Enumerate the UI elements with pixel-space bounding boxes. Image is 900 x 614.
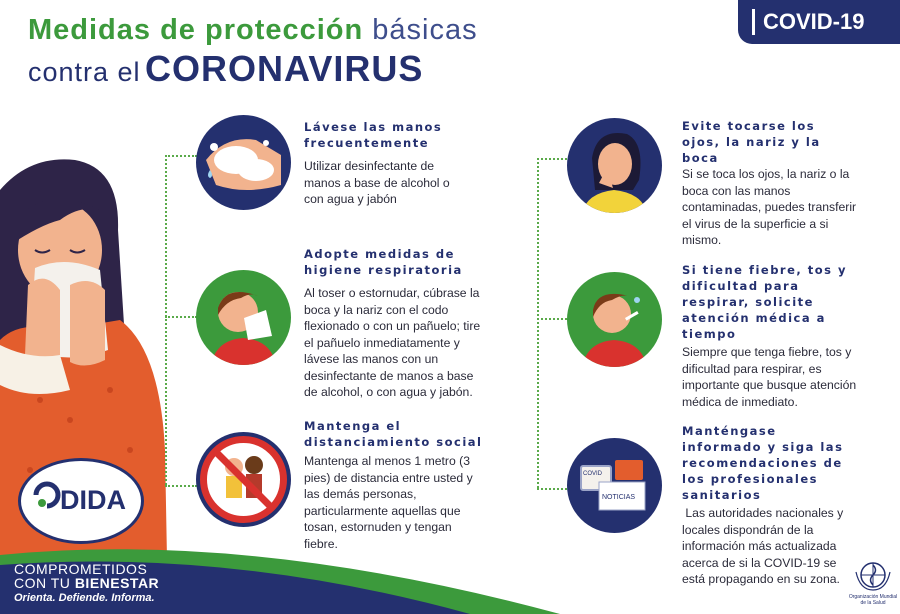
tip-title	[682, 262, 872, 342]
newspaper-label: NOTICIAS	[602, 494, 636, 501]
who-label: Organización Mundial de la Salud	[848, 594, 898, 606]
tip-title-line: informado y siga las	[682, 440, 844, 454]
tip-body: Las autoridades nacionales y locales dispondrán de la información más actualizada acerca de si la COVID-19 se está propagando en su zona.	[682, 506, 847, 586]
tip-title-line: Evite tocarse los	[682, 119, 816, 133]
tip-title-line: Lávese las manos	[304, 120, 443, 134]
tv-label: COVID	[583, 471, 603, 477]
badge-bar	[752, 9, 755, 35]
tip-title	[682, 118, 862, 166]
page-subtitle	[28, 48, 423, 90]
tip-title	[682, 423, 872, 503]
badge-label: COVID-19	[763, 9, 865, 34]
tip-title	[304, 418, 504, 450]
tip-title-line: atención médica a	[682, 311, 826, 325]
tip-body: Si se toca los ojos, la nariz o la boca con las manos contaminadas, puedes transferir el virus de la superficie a si mismo.	[682, 167, 857, 247]
tip-handwashing	[304, 119, 484, 208]
tip-social-distancing	[304, 418, 504, 552]
tip-body: Mantenga al menos 1 metro (3 pies) de distancia entre usted y las demás personas, particularmente aquellas que tosan, estornuden y tengan fiebre.	[304, 454, 473, 551]
left-connector-line	[165, 155, 167, 485]
tip-title-line: dificultad para	[682, 279, 800, 293]
slogan-line-2-a: CON TU	[14, 575, 75, 591]
tip-body: Utilizar desinfectante de manos a base de alcohol o con agua y jabón	[304, 159, 450, 206]
tip-title-line: los profesionales	[682, 472, 819, 486]
page-title	[28, 14, 478, 47]
slogan-line-2-b: BIENESTAR	[74, 575, 160, 591]
slogan-line-2	[14, 575, 159, 591]
tip-avoid-touching-face	[682, 118, 862, 249]
title-light: básicas	[372, 14, 478, 46]
tip-title-line: Manténgase	[682, 424, 777, 438]
dida-logo-text: DIDA	[60, 485, 126, 515]
touching-face-illustration	[567, 118, 662, 213]
title-strong: Medidas de protección	[28, 14, 364, 46]
slogan-line-3: Orienta. Defiende. Informa.	[14, 592, 155, 604]
tip-title-line: Mantenga el	[304, 419, 402, 433]
handwashing-illustration	[196, 115, 291, 210]
tip-title-line: tiempo	[682, 327, 737, 341]
news-illustration	[567, 438, 662, 533]
social-distancing-illustration	[196, 432, 291, 527]
left-connector-branch	[165, 485, 197, 487]
right-connector-branch	[537, 318, 567, 320]
tip-seek-medical-care	[682, 262, 872, 410]
right-connector-line	[537, 158, 539, 488]
left-connector-branch	[165, 316, 197, 318]
sneezing-boy-illustration	[196, 270, 291, 365]
tip-stay-informed	[682, 423, 872, 588]
subtitle-strong: CORONAVIRUS	[145, 48, 424, 89]
tip-title	[304, 119, 484, 151]
tip-respiratory-hygiene	[304, 246, 504, 401]
tip-title-line: frecuentemente	[304, 136, 430, 150]
tip-title-line: Si tiene fiebre, tos y	[682, 263, 848, 277]
covid-badge	[738, 0, 900, 44]
who-emblem-icon	[852, 560, 894, 594]
left-connector-branch	[165, 155, 197, 157]
tip-body: Al toser o estornudar, cúbrase la boca y la nariz con el codo flexionado o con un pañuelo; tire el pañuelo inmediatamente y lávese las manos con un desinfectante de manos a base de alcohol, o con agua y jabón.	[304, 286, 481, 399]
tip-title-line: boca	[682, 151, 719, 165]
dida-swirl-icon	[30, 478, 64, 512]
tip-title-line: recomendaciones de	[682, 456, 843, 470]
slogan-line-1: COMPROMETIDOS	[14, 561, 148, 577]
tip-title	[304, 246, 504, 278]
tip-title-line: respirar, solicite	[682, 295, 814, 309]
tip-body: Siempre que tenga fiebre, tos y dificultad para respirar, es importante que busque atención médica de inmediato.	[682, 345, 857, 409]
tip-title-line: ojos, la nariz y la	[682, 135, 821, 149]
right-connector-branch	[537, 158, 567, 160]
tip-title-line: sanitarios	[682, 488, 762, 502]
tip-title-line: distanciamiento social	[304, 435, 483, 449]
right-connector-branch	[537, 488, 567, 490]
subtitle-light: contra el	[28, 57, 141, 87]
fever-illustration	[567, 272, 662, 367]
tip-title-line: higiene respiratoria	[304, 263, 463, 277]
tip-title-line: Adopte medidas de	[304, 247, 455, 261]
